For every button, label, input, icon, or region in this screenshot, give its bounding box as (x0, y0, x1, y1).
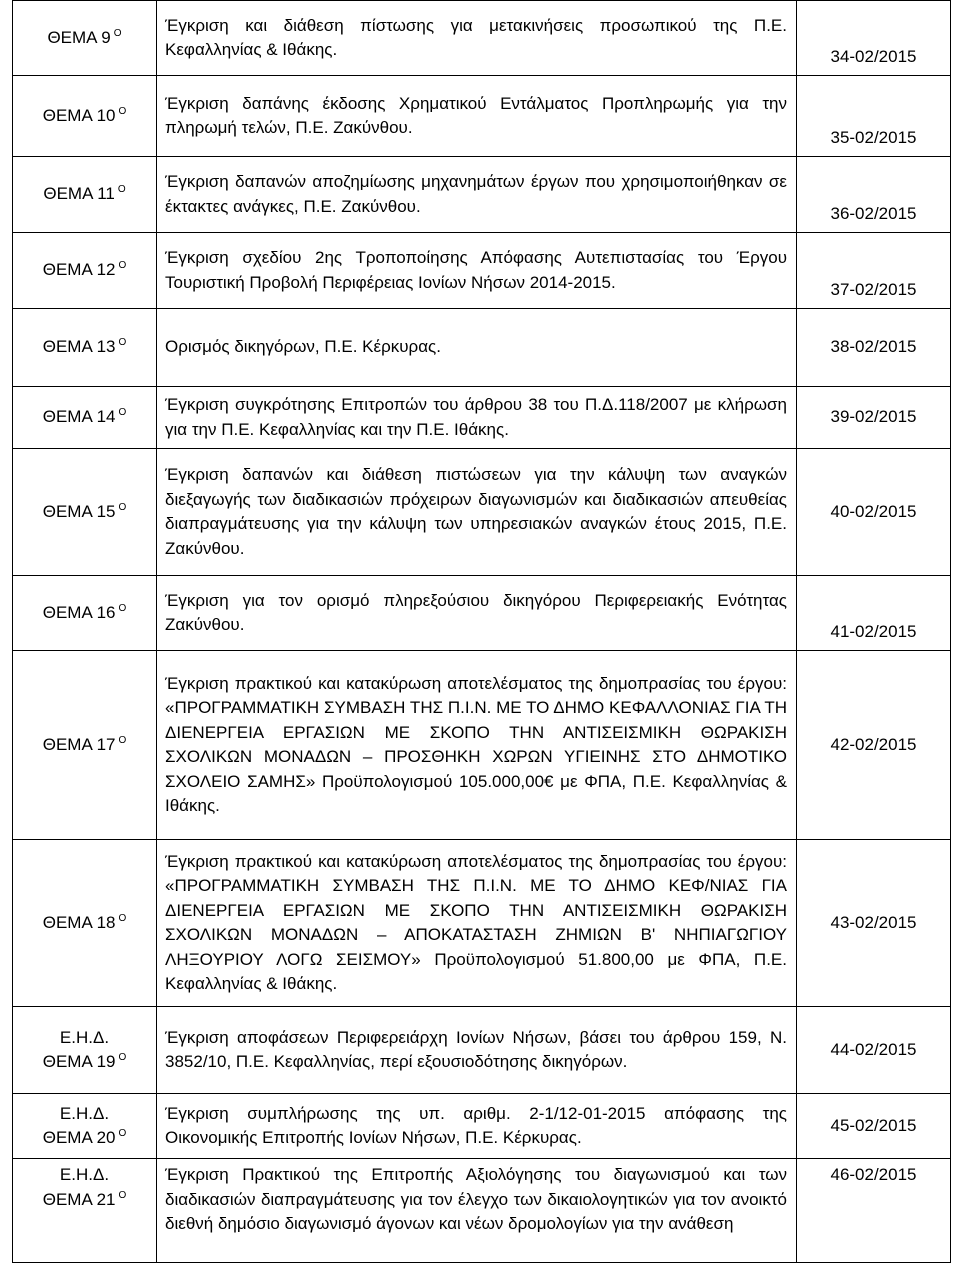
topic-word: ΘΕΜΑ (42, 407, 92, 427)
topic-number: 11 (97, 184, 115, 204)
decision-number-cell: 38-02/2015 (797, 309, 951, 387)
agenda-row (13, 157, 951, 233)
ordinal-mark: Ο (118, 602, 127, 614)
ordinal-mark: Ο (118, 501, 127, 513)
topic-cell (13, 1094, 157, 1159)
topic-word: ΘΕΜΑ (42, 912, 92, 932)
agenda-row (13, 1094, 951, 1159)
description-cell: Έγκριση δαπανών αποζημίωσης μηχανημάτων έργων που χρησιμοποιήθηκαν σε έκτακτες ανάγκες, Π.Ε. Ζακύνθου. (157, 157, 797, 233)
ordinal-mark: Ο (117, 184, 126, 196)
topic-prefix: Ε.Η.Δ. (59, 1103, 110, 1123)
topic-cell (13, 1007, 157, 1094)
topic-number: 18 (96, 912, 116, 932)
agenda-row (13, 387, 951, 449)
topic-cell (13, 840, 157, 1007)
topic-word: ΘΕΜΑ (42, 501, 92, 521)
topic-cell (13, 233, 157, 309)
topic-number: 14 (96, 407, 116, 427)
topic-cell (13, 157, 157, 233)
decision-number-cell: 36-02/2015 (797, 157, 951, 233)
description-cell: Έγκριση σχεδίου 2ης Τροποποίησης Απόφασης Αυτεπιστασίας του Έργου Τουριστική Προβολή Περιφέρειας Ιονίων Νήσων 2014-2015. (157, 233, 797, 309)
ordinal-mark: Ο (113, 27, 122, 39)
ordinal-mark: Ο (118, 1128, 127, 1139)
topic-number: 9 (101, 27, 111, 47)
decision-number-cell: 39-02/2015 (797, 387, 951, 449)
topic-prefix: Ε.Η.Δ. (59, 1027, 110, 1047)
topic-cell (13, 1, 157, 76)
topic-word: ΘΕΜΑ (42, 1189, 92, 1209)
topic-number: 13 (96, 337, 116, 357)
topic-number: 17 (96, 734, 116, 754)
topic-word: ΘΕΜΑ (42, 1128, 92, 1147)
topic-number: 20 (96, 1128, 116, 1147)
decision-number-cell: 40-02/2015 (797, 449, 951, 576)
topic-cell (13, 309, 157, 387)
ordinal-mark: Ο (118, 734, 127, 746)
description-cell: Έγκριση συμπλήρωσης της υπ. αριθμ. 2-1/12-01-2015 απόφασης της Οικονομικής Επιτροπής Ιονίων Νήσων, Π.Ε. Κέρκυρας. (157, 1094, 797, 1159)
decision-number-cell: 46-02/2015 (797, 1159, 951, 1263)
ordinal-mark: Ο (118, 1052, 127, 1063)
topic-word: ΘΕΜΑ (42, 105, 92, 125)
description-cell: Έγκριση πρακτικού και κατακύρωση αποτελέσματος της δημοπρασίας του έργου: «ΠΡΟΓΡΑΜΜΑΤΙΚΗ ΣΥΜΒΑΣΗ ΤΗΣ Π.Ι.Ν. ΜΕ ΤΟ ΔΗΜΟ ΚΕΦ/ΝΙΑΣ ΓΙΑ ΔΙΕΝΕΡΓΕΙΑ ΕΡΓΑΣΙΩΝ ΜΕ ΣΚΟΠΟ ΤΗΝ ΑΝΤΙΣΕΙΣΜΙΚΗ ΘΩΡΑΚΙΣΗ ΣΧΟΛΙΚΩΝ ΜΟΝΑΔΩΝ – ΑΠΟΚΑΤΑΣΤΑΣΗ ΖΗΜΙΩΝ Β' ΝΗΠΙΑΓΩΓΙΟΥ ΛΗΞΟΥΡΙΟΥ ΛΟΓΩ ΣΕΙΣΜΟΥ» Προϋπολογισμού 51.800,00 με ΦΠΑ, Π.Ε. Κεφαλληνίας & Ιθάκης. (157, 840, 797, 1007)
decision-number-cell: 35-02/2015 (797, 76, 951, 157)
topic-word: ΘΕΜΑ (42, 602, 92, 622)
ordinal-mark: Ο (118, 105, 127, 117)
ordinal-mark: Ο (118, 337, 127, 349)
decision-number-cell: 34-02/2015 (797, 1, 951, 76)
agenda-row (13, 576, 951, 651)
agenda-row (13, 1159, 951, 1263)
topic-cell (13, 651, 157, 840)
topic-word: ΘΕΜΑ (42, 260, 92, 280)
description-cell: Έγκριση για τον ορισμό πληρεξούσιου δικηγόρου Περιφερειακής Ενότητας Ζακύνθου. (157, 576, 797, 651)
agenda-table (12, 0, 951, 1263)
topic-cell (13, 1159, 157, 1263)
agenda-row (13, 840, 951, 1007)
agenda-row (13, 233, 951, 309)
topic-number: 12 (96, 260, 116, 280)
topic-word: ΘΕΜΑ (42, 734, 92, 754)
decision-number-cell: 37-02/2015 (797, 233, 951, 309)
topic-word: ΘΕΜΑ (47, 27, 97, 47)
topic-cell (13, 76, 157, 157)
description-cell: Έγκριση Πρακτικού της Επιτροπής Αξιολόγησης του διαγωνισμού και των διαδικασιών διαπραγμάτευσης για τον έλεγχο των δικαιολογητικών για τον ανοικτό διεθνή δημόσιο διαγωνισμό άγονων και νέων δρομολογίων για την ανάθεση (157, 1159, 797, 1263)
description-cell: Έγκριση αποφάσεων Περιφερειάρχη Ιονίων Νήσων, βάσει του άρθρου 159, Ν. 3852/10, Π.Ε. Κεφαλληνίας, περί εξουσιοδότησης δικηγόρων. (157, 1007, 797, 1094)
agenda-body (13, 1, 951, 1263)
agenda-row (13, 449, 951, 576)
topic-word: ΘΕΜΑ (42, 337, 92, 357)
ordinal-mark: Ο (118, 1189, 127, 1201)
agenda-row (13, 1007, 951, 1094)
agenda-row (13, 1, 951, 76)
topic-number: 15 (96, 501, 116, 521)
topic-cell (13, 387, 157, 449)
topic-word: ΘΕΜΑ (42, 1052, 92, 1071)
topic-number: 19 (96, 1052, 116, 1071)
topic-cell (13, 576, 157, 651)
description-cell: Ορισμός δικηγόρων, Π.Ε. Κέρκυρας. (157, 309, 797, 387)
topic-number: 16 (96, 602, 116, 622)
ordinal-mark: Ο (118, 407, 127, 419)
description-cell: Έγκριση πρακτικού και κατακύρωση αποτελέσματος της δημοπρασίας του έργου: «ΠΡΟΓΡΑΜΜΑΤΙΚΗ ΣΥΜΒΑΣΗ ΤΗΣ Π.Ι.Ν. ΜΕ ΤΟ ΔΗΜΟ ΚΕΦΑΛΛΟΝΙΑΣ ΓΙΑ ΤΗ ΔΙΕΝΕΡΓΕΙΑ ΕΡΓΑΣΙΩΝ ΜΕ ΣΚΟΠΟ ΤΗΝ ΑΝΤΙΣΕΙΣΜΙΚΗ ΘΩΡΑΚΙΣΗ ΣΧΟΛΙΚΩΝ ΜΟΝΑΔΩΝ – ΠΡΟΣΘΗΚΗ ΧΩΡΩΝ ΥΓΙΕΙΝΗΣ ΣΤΟ ΔΗΜΟΤΙΚΟ ΣΧΟΛΕΙΟ ΣΑΜΗΣ» Προϋπολογισμού 105.000,00€ με ΦΠΑ, Π.Ε. Κεφαλληνίας & Ιθάκης. (157, 651, 797, 840)
description-cell: Έγκριση και διάθεση πίστωσης για μετακινήσεις προσωπικού της Π.Ε. Κεφαλληνίας & Ιθάκης. (157, 1, 797, 76)
decision-number-cell: 41-02/2015 (797, 576, 951, 651)
decision-number-cell: 45-02/2015 (797, 1094, 951, 1159)
agenda-row (13, 76, 951, 157)
decision-number-cell: 42-02/2015 (797, 651, 951, 840)
ordinal-mark: Ο (118, 260, 127, 272)
description-cell: Έγκριση δαπανών και διάθεση πιστώσεων για την κάλυψη των αναγκών διεξαγωγής των διαδικασιών πρόχειρων διαγωνισμών και διαδικασιών απευθείας διαπραγμάτευσης για την κάλυψη των υπηρεσιακών αναγκών έτους 2015, Π.Ε. Ζακύνθου. (157, 449, 797, 576)
agenda-row (13, 651, 951, 840)
topic-number: 10 (96, 105, 116, 125)
ordinal-mark: Ο (118, 912, 127, 924)
topic-number: 21 (96, 1189, 116, 1209)
topic-prefix: Ε.Η.Δ. (59, 1165, 110, 1184)
description-cell: Έγκριση συγκρότησης Επιτροπών του άρθρου 38 του Π.Δ.118/2007 με κλήρωση για την Π.Ε. Κεφαλληνίας και την Π.Ε. Ιθάκης. (157, 387, 797, 449)
topic-cell (13, 449, 157, 576)
decision-number-cell: 43-02/2015 (797, 840, 951, 1007)
agenda-row (13, 309, 951, 387)
topic-word: ΘΕΜΑ (43, 184, 93, 204)
decision-number-cell: 44-02/2015 (797, 1007, 951, 1094)
description-cell: Έγκριση δαπάνης έκδοσης Χρηματικού Εντάλματος Προπληρωμής για την πληρωμή τελών, Π.Ε. Ζακύνθου. (157, 76, 797, 157)
